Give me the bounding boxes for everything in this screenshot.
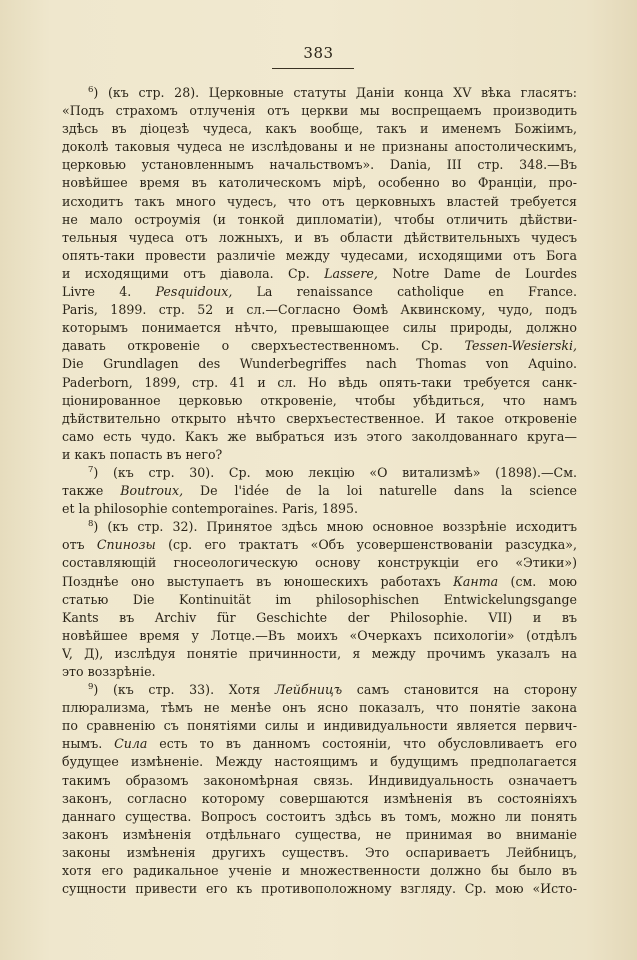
text-run: «Подъ страхомъ отлученія отъ церкви мы воспрещаемъ производить <box>62 103 577 119</box>
text-line <box>62 699 577 717</box>
text-run: Livre 4. <box>62 284 156 300</box>
text-line <box>62 735 577 753</box>
italic-name: Спинозы <box>96 537 156 553</box>
text-line <box>62 790 577 808</box>
text-run: исходитъ такъ много чудесъ, что отъ церковныхъ властей требуется <box>62 193 577 209</box>
text-line <box>62 862 577 880</box>
text-run: La renaissance catholique en France. <box>232 284 577 300</box>
text-run: такимъ образомъ закономѣрная связь. Индивидуальность означаетъ <box>62 772 577 788</box>
text-run: законъ измѣненія отдѣльнаго существа, не принимая во вниманіе <box>62 826 577 842</box>
text-run: также <box>62 483 121 499</box>
text-run: здѣсь въ діоцезѣ чудеса, какъ вообще, такъ и именемъ Божіимъ, <box>62 121 577 137</box>
text-line <box>62 717 577 735</box>
text-run: по сравненію съ понятіями силы и индивидуальности является первич- <box>62 718 577 734</box>
text-line <box>62 464 577 482</box>
text-run: новѣйшее время у Лотце.—Въ моихъ «Очеркахъ психологіи» (отдѣлъ <box>62 627 577 643</box>
text-line <box>62 138 577 156</box>
italic-name: Boutroux, <box>120 483 184 499</box>
text-run: даннаго существа. Вопросъ состоитъ здѣсь въ томъ, можно ли понять <box>62 808 577 824</box>
italic-name: Канта <box>453 573 499 589</box>
text-run: отъ <box>62 537 97 553</box>
text-line <box>62 826 577 844</box>
text-run: тельныя чудеса отъ ложныхъ, и въ области дѣйствительныхъ чудесъ <box>62 229 577 245</box>
text-run: ) (къ стр. 28). Церковные статуты Даніи конца XV вѣка гласятъ: <box>93 85 577 100</box>
italic-name: Tessen-Wesierski, <box>464 338 577 354</box>
text-run: составляющій гносеологическую основу конструкціи его «Этики») <box>62 555 577 571</box>
text-line <box>62 591 577 609</box>
header-rule <box>272 68 354 69</box>
text-line <box>62 392 577 410</box>
text-line <box>62 772 577 790</box>
text-run: опять-таки провести различіе между чудесами, исходящими отъ Бога <box>62 247 577 263</box>
footnote-number: 6 <box>88 85 94 95</box>
text-line <box>62 283 577 301</box>
text-line <box>62 645 577 663</box>
text-line <box>62 482 577 500</box>
text-run: ) (къ стр. 32). Принятое здѣсь мною основное воззрѣніе исходитъ <box>93 519 577 535</box>
footnote-number: 8 <box>88 519 94 530</box>
italic-name: Lasserе, <box>324 265 378 281</box>
text-line <box>62 84 577 102</box>
text-run: самъ становится на сторону <box>342 682 577 698</box>
text-line <box>62 410 577 428</box>
text-run: Paderborn, 1899, стр. 41 и сл. Но вѣдь опять-таки требуется санк- <box>62 374 577 390</box>
text-run: есть то въ данномъ состояніи, что обусловливаетъ его <box>147 736 577 752</box>
text-line <box>62 844 577 862</box>
text-line <box>62 536 577 554</box>
text-line <box>62 229 577 247</box>
text-run: не мало остроумія (и тонкой дипломатіи), чтобы отличить дѣйстви- <box>62 211 577 227</box>
italic-name: Pesquidoux, <box>155 284 233 300</box>
text-run: (ср. его трактатъ «Объ усовершенствованіи разсудка», <box>155 537 577 553</box>
text-run: (см. мою <box>498 573 577 589</box>
text-line <box>62 355 577 373</box>
text-line <box>62 374 577 392</box>
notes-body <box>62 84 577 898</box>
text-line <box>62 120 577 138</box>
text-line <box>62 265 577 283</box>
text-run: статью Die Kontinuität im philosophischen Entwickelungsgange <box>62 591 577 607</box>
text-line <box>62 609 577 627</box>
text-line <box>62 319 577 337</box>
text-run: et la philosophie contemporaines. Paris, 1895. <box>62 501 358 517</box>
text-run: нымъ. <box>62 736 115 752</box>
text-line <box>62 428 577 446</box>
text-run: V, Д), изслѣдуя понятіе причинности, я между прочимъ указалъ на <box>62 645 577 661</box>
text-run: Позднѣе оно выступаетъ въ юношескихъ работахъ <box>62 573 454 589</box>
text-line <box>62 102 577 120</box>
text-line <box>62 880 577 898</box>
text-line <box>62 808 577 826</box>
text-run: плюрализма, тѣмъ не менѣе онъ ясно показалъ, что понятіе закона <box>62 700 577 716</box>
text-run: и какъ попасть въ него? <box>62 446 223 462</box>
text-run: законы измѣненія другихъ существъ. Это оспариваетъ Лейбницъ, <box>62 844 577 860</box>
text-run: сущности привести его къ противоположному взгляду. Ср. мою «Исто- <box>62 881 577 897</box>
text-line <box>62 301 577 319</box>
text-line <box>62 554 577 572</box>
text-run: ) (къ стр. 30). Ср. мою лекцію «О витализмѣ» (1898).—См. <box>93 464 577 480</box>
text-line <box>62 573 577 591</box>
footnote-number: 9 <box>88 682 94 693</box>
text-line <box>62 211 577 229</box>
text-line <box>62 193 577 211</box>
text-run: будущее измѣненіе. Между настоящимъ и будущимъ предполагается <box>62 754 577 770</box>
text-line <box>62 156 577 174</box>
page-number: 383 <box>303 44 334 62</box>
text-line <box>62 681 577 699</box>
text-run: ціонированное церковью откровеніе, чтобы убѣдиться, что намъ <box>62 392 577 408</box>
text-run: дѣйствительно открыто нѣчто сверхъестественное. И такое откровеніе <box>62 410 577 426</box>
text-run: новѣйшее время въ католическомъ мірѣ, особенно во Франціи, про- <box>62 175 577 191</box>
text-line <box>62 337 577 355</box>
text-line <box>62 500 577 518</box>
footnote-number: 7 <box>88 464 94 475</box>
text-line <box>62 663 577 681</box>
text-run: ) (къ стр. 33). Хотя <box>93 682 275 698</box>
text-run: это воззрѣніе. <box>62 664 156 679</box>
text-line <box>62 518 577 536</box>
text-line <box>62 174 577 192</box>
text-run: законъ, согласно которому совершаются измѣненія въ состояніяхъ <box>62 790 577 806</box>
italic-name: Сила <box>114 736 148 752</box>
text-run: которымъ понимается нѣчто, превышающее силы природы, должно <box>62 320 577 336</box>
text-run: De l'idée de la loi naturelle dans la science <box>183 483 577 499</box>
text-run: само есть чудо. Какъ же выбраться изъ этого заколдованнаго круга— <box>62 428 577 444</box>
text-run: Notre Dame de Lourdes <box>377 265 577 281</box>
text-run: Die Grundlagen des Wunderbegriffes nach Thomas von Aquino. <box>62 356 577 372</box>
text-run: давать откровеніе о сверхъестественномъ. Ср. <box>62 338 465 354</box>
text-line <box>62 247 577 265</box>
text-run: и исходящими отъ діавола. Ср. <box>62 265 325 281</box>
text-run: Kants въ Archiv für Geschichte der Philosophie. VII) и въ <box>62 609 577 625</box>
text-run: Paris, 1899. стр. 52 и сл.—Согласно Ѳомѣ Аквинскому, чудо, подъ <box>62 302 577 318</box>
text-line <box>62 446 577 464</box>
text-line <box>62 627 577 645</box>
text-run: церковью установленнымъ начальствомъ». Dania, III стр. 348.—Въ <box>62 157 577 173</box>
italic-name: Лейбницъ <box>274 682 343 698</box>
text-line <box>62 753 577 771</box>
text-run: доколѣ таковыя чудеса не изслѣдованы и не признаны апостолическимъ, <box>62 139 577 155</box>
text-run: хотя его радикальное ученіе и множественности должно бы было въ <box>62 863 577 879</box>
